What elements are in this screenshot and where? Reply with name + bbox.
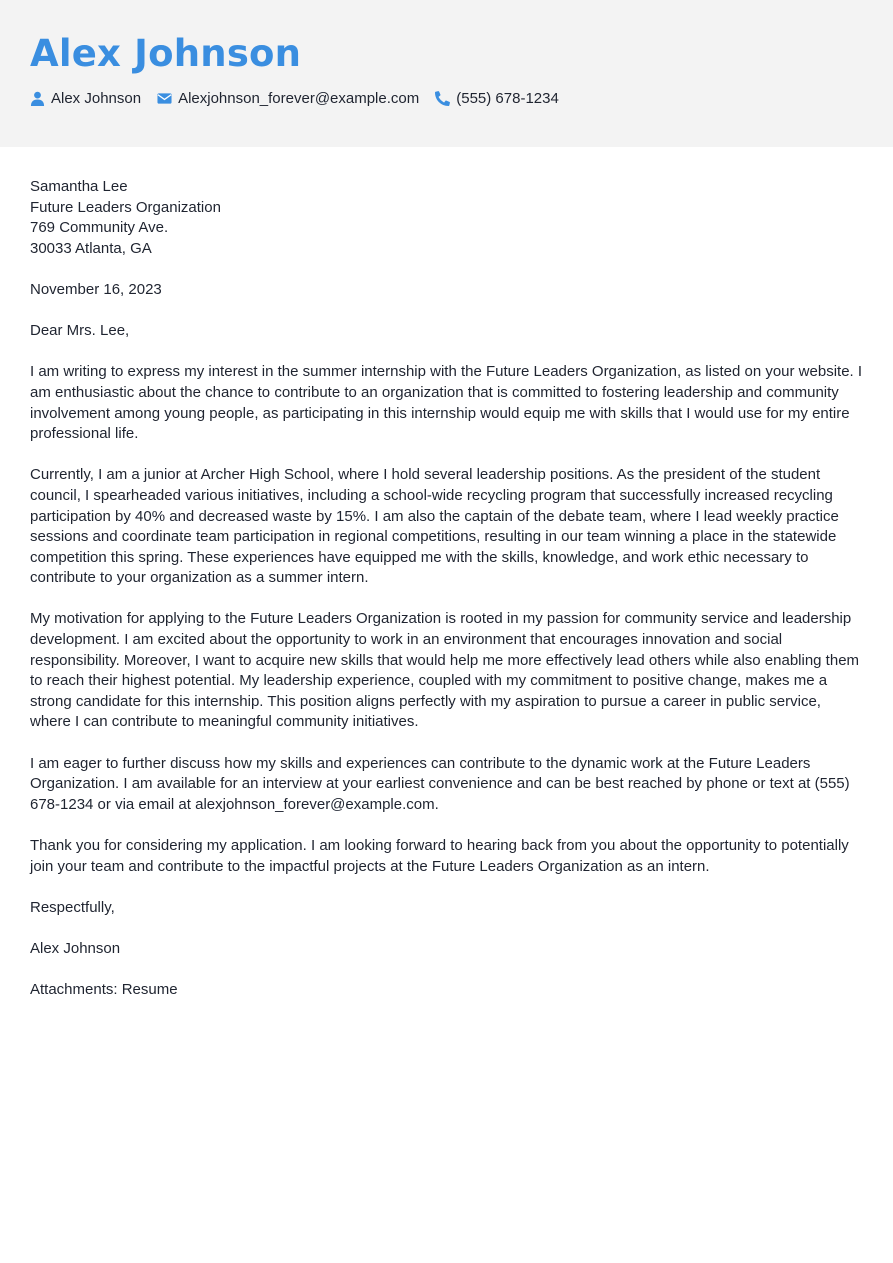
- contact-row: [30, 90, 863, 107]
- contact-phone-text[interactable]: (555) 678-1234: [456, 90, 559, 107]
- letter-body: [0, 147, 893, 1001]
- body-paragraph: Currently, I am a junior at Archer High School, where I hold several leadership positions. As the president of the student council, I spearheaded various initiatives, including a school-wide recycling program that successfully increased recycling participation by 40% and decreased waste by 15%. I am also the captain of the debate team, where I lead weekly practice sessions and coordinate team participation in regional competitions, resulting in our team winning a place in the statewide competition this spring. These experiences have equipped me with the skills, knowledge, and work ethic necessary to contribute to your organization as a summer intern.: [30, 466, 839, 587]
- body-paragraph: I am eager to further discuss how my skills and experiences can contribute to the dynamic work at the Future Leaders Organization. I am available for an interview at your earliest convenience and can be best reached by phone or text at (555) 678-1234 or via email at alexjohnson_forever@example.com.: [30, 754, 850, 813]
- salutation: Dear Mrs. Lee,: [30, 322, 130, 340]
- recipient-organization: Future Leaders Organization: [30, 198, 221, 216]
- body-paragraph: My motivation for applying to the Future Leaders Organization is rooted in my passion for community service and leadership development. I am excited about the opportunity to work in an environment that encourages innovation and social responsibility. Moreover, I want to acquire new skills that would help me more effectively lead others while also enabling them to reach their highest potential. My leadership experience, coupled with my commitment to positive change, makes me a strong candidate for this internship. This position aligns perfectly with my aspiration to pursue a career in public service, where I can contribute to meaningful community initiatives.: [30, 610, 860, 731]
- applicant-name: Alex Johnson: [30, 32, 302, 75]
- recipient-name: Samantha Lee: [30, 178, 128, 195]
- body-paragraph: I am writing to express my interest in the summer internship with the Future Leaders Organization, as listed on your website. I am enthusiastic about the chance to contribute to an organization that is committed to fostering leadership and community involvement among young people, as participating in this internship would equip me with skills that I would use for my entire professional life.: [30, 363, 863, 443]
- closing: Respectfully,: [30, 898, 115, 916]
- phone-icon: [435, 91, 450, 106]
- user-icon: [30, 91, 45, 106]
- recipient-street: 769 Community Ave.: [30, 219, 169, 237]
- contact-name: [30, 90, 141, 107]
- signature: Alex Johnson: [30, 939, 121, 957]
- envelope-icon: [157, 91, 172, 106]
- contact-name-text: Alex Johnson: [51, 90, 142, 107]
- letter-date: November 16, 2023: [30, 280, 162, 298]
- recipient-block: [30, 177, 863, 259]
- contact-email-text[interactable]: Alexjohnson_forever@example.com: [178, 90, 420, 107]
- letter-header: [0, 0, 893, 147]
- contact-email[interactable]: [157, 90, 419, 107]
- body-paragraph: Thank you for considering my application. I am looking forward to hearing back from you about the opportunity to potentially join your team and contribute to the impactful projects at the Future Leaders Organization as an intern.: [30, 837, 849, 875]
- attachments-note: Attachments: Resume: [30, 981, 178, 999]
- contact-phone[interactable]: [435, 90, 559, 107]
- recipient-city: 30033 Atlanta, GA: [30, 239, 152, 257]
